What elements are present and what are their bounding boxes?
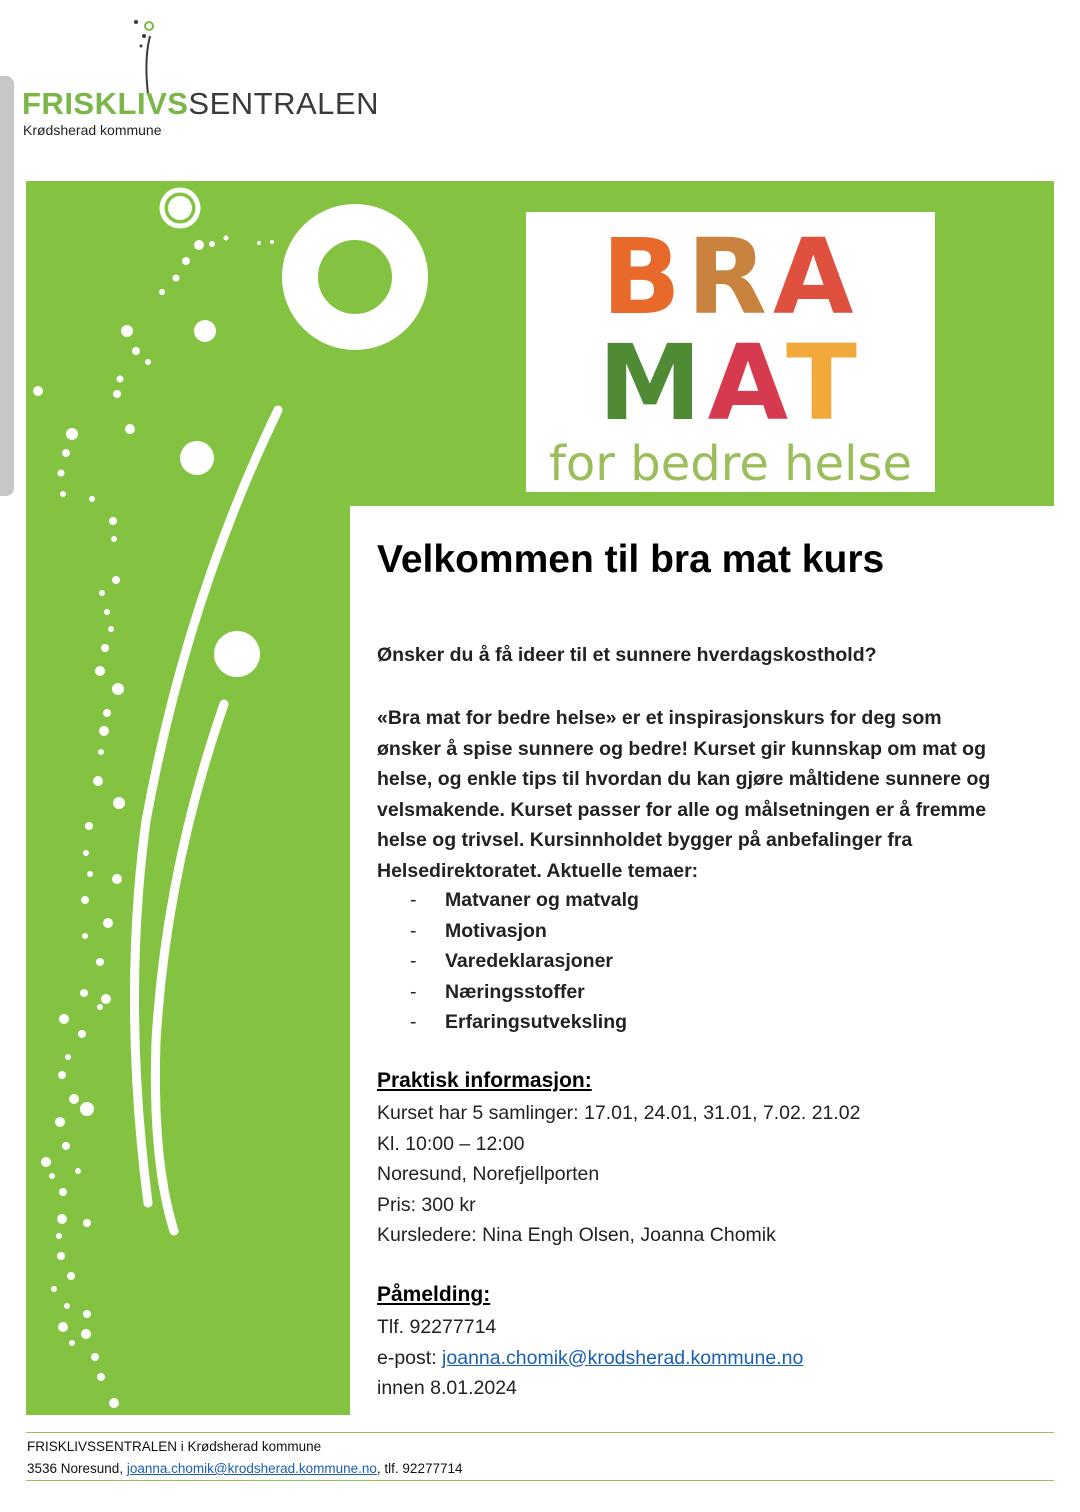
badge-line-1: BRA (601, 216, 860, 338)
footer-address: 3536 Noresund, (27, 1461, 127, 1476)
practical-info-line: Pris: 300 kr (377, 1193, 476, 1216)
topic-label: Matvaner og matvalg (445, 889, 639, 911)
practical-info-heading: Praktisk informasjon: (377, 1069, 592, 1092)
bullet-dash: - (410, 1011, 417, 1033)
list-item (377, 916, 639, 947)
signup-email-link[interactable]: joanna.chomik@krodsherad.kommune.no (442, 1346, 804, 1369)
topic-label: Erfaringsutveksling (445, 1011, 628, 1033)
frisklivssentralen-logo (22, 14, 382, 138)
topic-list (377, 885, 639, 1038)
bra-mat-badge (526, 212, 935, 492)
intro-question: Ønsker du å få ideer til et sunnere hverdagskosthold? (377, 644, 877, 666)
footer-email-link[interactable]: joanna.chomik@krodsherad.kommune.no (126, 1461, 377, 1476)
intro-line: Helsedirektoratet. Aktuelle temaer: (377, 859, 699, 882)
list-item (377, 977, 639, 1008)
bullet-dash: - (410, 980, 417, 1003)
footer-divider-bottom (26, 1480, 1054, 1481)
bullet-dash: - (410, 889, 417, 911)
practical-info-line: Kl. 10:00 – 12:00 (377, 1132, 525, 1155)
list-item (377, 1007, 639, 1038)
practical-info-line: Kurset har 5 samlinger: 17.01, 24.01, 31.01, 7.02. 21.02 (377, 1102, 861, 1124)
practical-info-line: Kursledere: Nina Engh Olsen, Joanna Chomik (377, 1224, 776, 1246)
email-label: e-post: (377, 1346, 443, 1369)
list-item (377, 946, 639, 977)
footer-divider-top (26, 1432, 1054, 1433)
topic-label: Motivasjon (445, 919, 547, 942)
page-title: Velkommen til bra mat kurs (377, 538, 885, 581)
intro-paragraph (377, 703, 1047, 886)
badge-tagline: for bedre helse (548, 436, 913, 492)
footer-contact (27, 1461, 463, 1476)
signup-list (377, 1312, 803, 1404)
footer-organization: FRISKLIVSSENTRALEN i Krødsherad kommune (27, 1439, 322, 1454)
signup-deadline: innen 8.01.2024 (377, 1377, 517, 1399)
list-item (377, 885, 639, 916)
badge-line-2: MAT (598, 322, 863, 444)
signup-email-line (377, 1343, 803, 1374)
signup-phone: Tlf. 92277714 (377, 1316, 497, 1338)
topic-label: Næringsstoffer (445, 980, 585, 1003)
signup-heading: Påmelding: (377, 1283, 491, 1306)
bullet-dash: - (410, 950, 417, 972)
sparkle-logo-icon (122, 14, 182, 94)
footer-phone: , tlf. 92277714 (376, 1461, 463, 1476)
intro-line: helse, og enkle tips til hvordan du kan gjøre måltidene sunnere og (377, 768, 991, 790)
scrollbar-handle[interactable] (0, 76, 14, 496)
intro-line: ønsker å spise sunnere og bedre! Kurset gir kunnskap om mat og (377, 737, 986, 760)
logo-wordmark: FRISKLIVSSENTRALEN (22, 86, 379, 121)
logo-subtitle: Krødsherad kommune (23, 122, 162, 138)
bullet-dash: - (410, 919, 417, 942)
practical-info-line: Noresund, Norefjellporten (377, 1163, 600, 1185)
intro-line: velsmakende. Kurset passer for alle og målsetningen er å fremme (377, 798, 987, 821)
intro-line: «Bra mat for bedre helse» er et inspirasjonskurs for deg som (377, 707, 942, 729)
practical-info-list (377, 1098, 861, 1251)
topic-label: Varedeklarasjoner (445, 950, 614, 972)
intro-line: helse og trivsel. Kursinnholdet bygger på anbefalinger fra (377, 829, 913, 851)
